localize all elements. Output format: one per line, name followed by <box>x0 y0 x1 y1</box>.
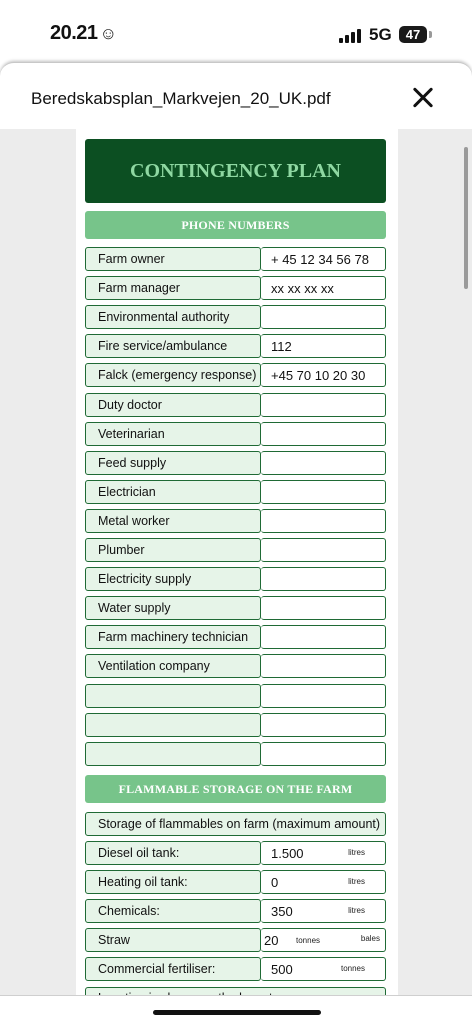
phone-value: +45 70 10 20 30 <box>261 363 386 387</box>
phone-label: Veterinarian <box>85 422 261 446</box>
storage-row-fertiliser <box>85 957 386 981</box>
phone-row <box>85 480 386 504</box>
phone-value <box>261 422 386 446</box>
pdf-page <box>76 129 398 995</box>
storage-label: Heating oil tank: <box>85 870 261 894</box>
phone-row <box>85 509 386 533</box>
storage-row-heating-oil <box>85 870 386 894</box>
phone-label: Electricity supply <box>85 567 261 591</box>
phone-label: Metal worker <box>85 509 261 533</box>
status-bar <box>0 0 472 62</box>
phone-label: Ventilation company <box>85 654 261 678</box>
phone-row <box>85 684 386 708</box>
section-header-phone-numbers: PHONE NUMBERS <box>85 211 386 239</box>
phone-row <box>85 625 386 649</box>
clock: 20.21 ☺ <box>50 22 117 44</box>
home-indicator[interactable] <box>153 1010 321 1015</box>
phone-value <box>261 393 386 417</box>
phone-row <box>85 393 386 417</box>
close-icon[interactable] <box>402 80 442 116</box>
phone-value <box>261 567 386 591</box>
phone-value <box>261 305 386 329</box>
phone-label: Fire service/ambulance <box>85 334 261 358</box>
document-title: Beredskabsplan_Markvejen_20_UK.pdf <box>31 89 331 108</box>
phone-label: Environmental authority <box>85 305 261 329</box>
phone-value: + 45 12 34 56 78 <box>261 247 386 271</box>
smiley-icon: ☺ <box>99 24 117 43</box>
phone-row <box>85 654 386 678</box>
storage-unit: tonnes <box>296 936 321 945</box>
phone-row <box>85 713 386 737</box>
storage-intro: Storage of flammables on farm (maximum amount) <box>85 812 386 836</box>
phone-label: Farm owner <box>85 247 261 271</box>
storage-value <box>261 928 386 952</box>
phone-row <box>85 567 386 591</box>
phone-label: Farm manager <box>85 276 261 300</box>
storage-amount: 350 <box>271 903 293 919</box>
storage-value <box>261 957 386 981</box>
phone-row <box>85 276 386 300</box>
storage-unit-secondary: bales <box>360 934 380 943</box>
phone-label <box>85 684 261 708</box>
storage-amount: 0 <box>271 874 279 890</box>
phone-label: Plumber <box>85 538 261 562</box>
pdf-viewer[interactable] <box>0 129 472 995</box>
phone-value <box>261 684 386 708</box>
phone-value: xx xx xx xx <box>261 276 386 300</box>
phone-row <box>85 422 386 446</box>
page-title: CONTINGENCY PLAN <box>85 139 386 203</box>
phone-value <box>261 742 386 766</box>
battery-icon: 47 <box>399 26 427 43</box>
phone-label: Falck (emergency response) <box>85 363 261 387</box>
phone-value <box>261 713 386 737</box>
phone-label: Electrician <box>85 480 261 504</box>
storage-row-chemicals <box>85 899 386 923</box>
phone-value <box>261 654 386 678</box>
storage-unit: tonnes <box>340 964 365 973</box>
storage-value <box>261 870 386 894</box>
phone-value <box>261 480 386 504</box>
phone-value <box>261 451 386 475</box>
storage-label: Diesel oil tank: <box>85 841 261 865</box>
scrollbar[interactable] <box>464 147 468 289</box>
phone-label: Farm machinery technician <box>85 625 261 649</box>
phone-row <box>85 742 386 766</box>
phone-value <box>261 625 386 649</box>
phone-value <box>261 596 386 620</box>
storage-unit: litres <box>348 906 365 915</box>
phone-value <box>261 538 386 562</box>
storage-value <box>261 841 386 865</box>
phone-row <box>85 305 386 329</box>
storage-value <box>261 899 386 923</box>
phone-label: Duty doctor <box>85 393 261 417</box>
phone-row <box>85 334 386 358</box>
battery-cap <box>429 31 432 38</box>
storage-label: Straw <box>85 928 261 952</box>
cellular-signal-icon <box>339 29 361 43</box>
storage-unit: litres <box>348 877 365 886</box>
phone-row <box>85 538 386 562</box>
phone-row <box>85 451 386 475</box>
storage-row-diesel <box>85 841 386 865</box>
storage-row-straw <box>85 928 386 952</box>
storage-amount: 500 <box>271 961 293 977</box>
storage-unit: litres <box>348 848 365 857</box>
network-type: 5G <box>369 25 392 44</box>
phone-label: Feed supply <box>85 451 261 475</box>
phone-row <box>85 247 386 271</box>
phone-label <box>85 742 261 766</box>
storage-amount: 1.500 <box>271 845 304 861</box>
phone-value <box>261 509 386 533</box>
storage-label: Commercial fertiliser: <box>85 957 261 981</box>
phone-row <box>85 596 386 620</box>
phone-label: Water supply <box>85 596 261 620</box>
storage-amount: 20 <box>264 932 279 948</box>
storage-label: Chemicals: <box>85 899 261 923</box>
phone-label <box>85 713 261 737</box>
section-header-flammable-storage: FLAMMABLE STORAGE ON THE FARM <box>85 775 386 803</box>
phone-value: 112 <box>261 334 386 358</box>
phone-row <box>85 363 386 387</box>
